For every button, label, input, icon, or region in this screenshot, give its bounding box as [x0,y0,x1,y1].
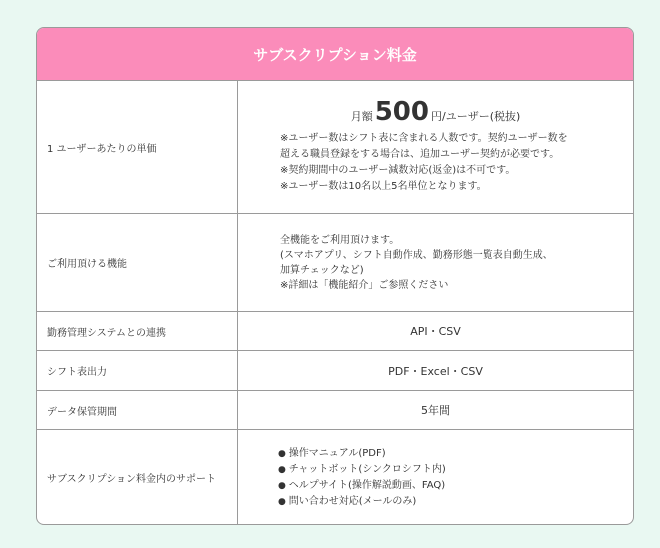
note-line: ※ユーザー数は10名以上5名単位となります。 [280,181,487,192]
support-list [238,446,633,510]
price-suffix: 円/ユーザー(税抜) [430,110,521,123]
note-line: ※契約期間中のユーザー減数対応(返金)は不可です。 [280,165,516,176]
list-item: ● ヘルプサイト(操作解説動画、FAQ) [278,478,633,494]
list-item: ● 問い合わせ対応(メールのみ) [278,494,633,510]
list-item: ● 操作マニュアル(PDF) [278,446,633,462]
features-text [238,233,633,293]
note-line: ※ユーザー数はシフト表に含まれる人数です。契約ユーザー数を [280,133,568,144]
row-value [238,430,633,525]
row-label: 勤務管理システムとの連携 [37,312,238,350]
price-amount: 500 [374,97,429,127]
table-row-unit-price [37,81,633,214]
table-row-integration [37,312,633,351]
table-row-features [37,214,633,312]
list-item: ● チャットボット(シンクロシフト内) [278,462,633,478]
row-label: サブスクリプション料金内のサポート [37,430,238,525]
row-label: データ保管期間 [37,391,238,429]
feature-line: (スマホアプリ、シフト自動作成、勤務形態一覧表自動生成、 [280,249,553,261]
pricing-table [36,27,634,525]
row-value: PDF・Excel・CSV [388,364,483,378]
row-label: 1 ユーザーあたりの単価 [37,81,238,213]
price-notes [238,131,633,195]
price-line [238,99,633,125]
table-row-output [37,351,633,391]
row-value: 5年間 [421,404,450,417]
feature-line: 加算チェックなど) [280,264,364,276]
row-value: API・CSV [410,325,461,338]
row-label: ご利用頂ける機能 [37,214,238,311]
table-row-retention [37,391,633,430]
table-title: サブスクリプション料金 [37,28,633,81]
row-label: シフト表出力 [37,351,238,390]
note-line: 超える職員登録をする場合は、追加ユーザー契約が必要です。 [280,149,560,160]
row-value [238,214,633,311]
table-row-support [37,430,633,525]
feature-line: 全機能をご利用頂けます。 [280,234,400,246]
price-prefix: 月額 [350,110,373,123]
row-value [238,81,633,213]
feature-line: ※詳細は「機能紹介」ご参照ください [280,279,449,291]
